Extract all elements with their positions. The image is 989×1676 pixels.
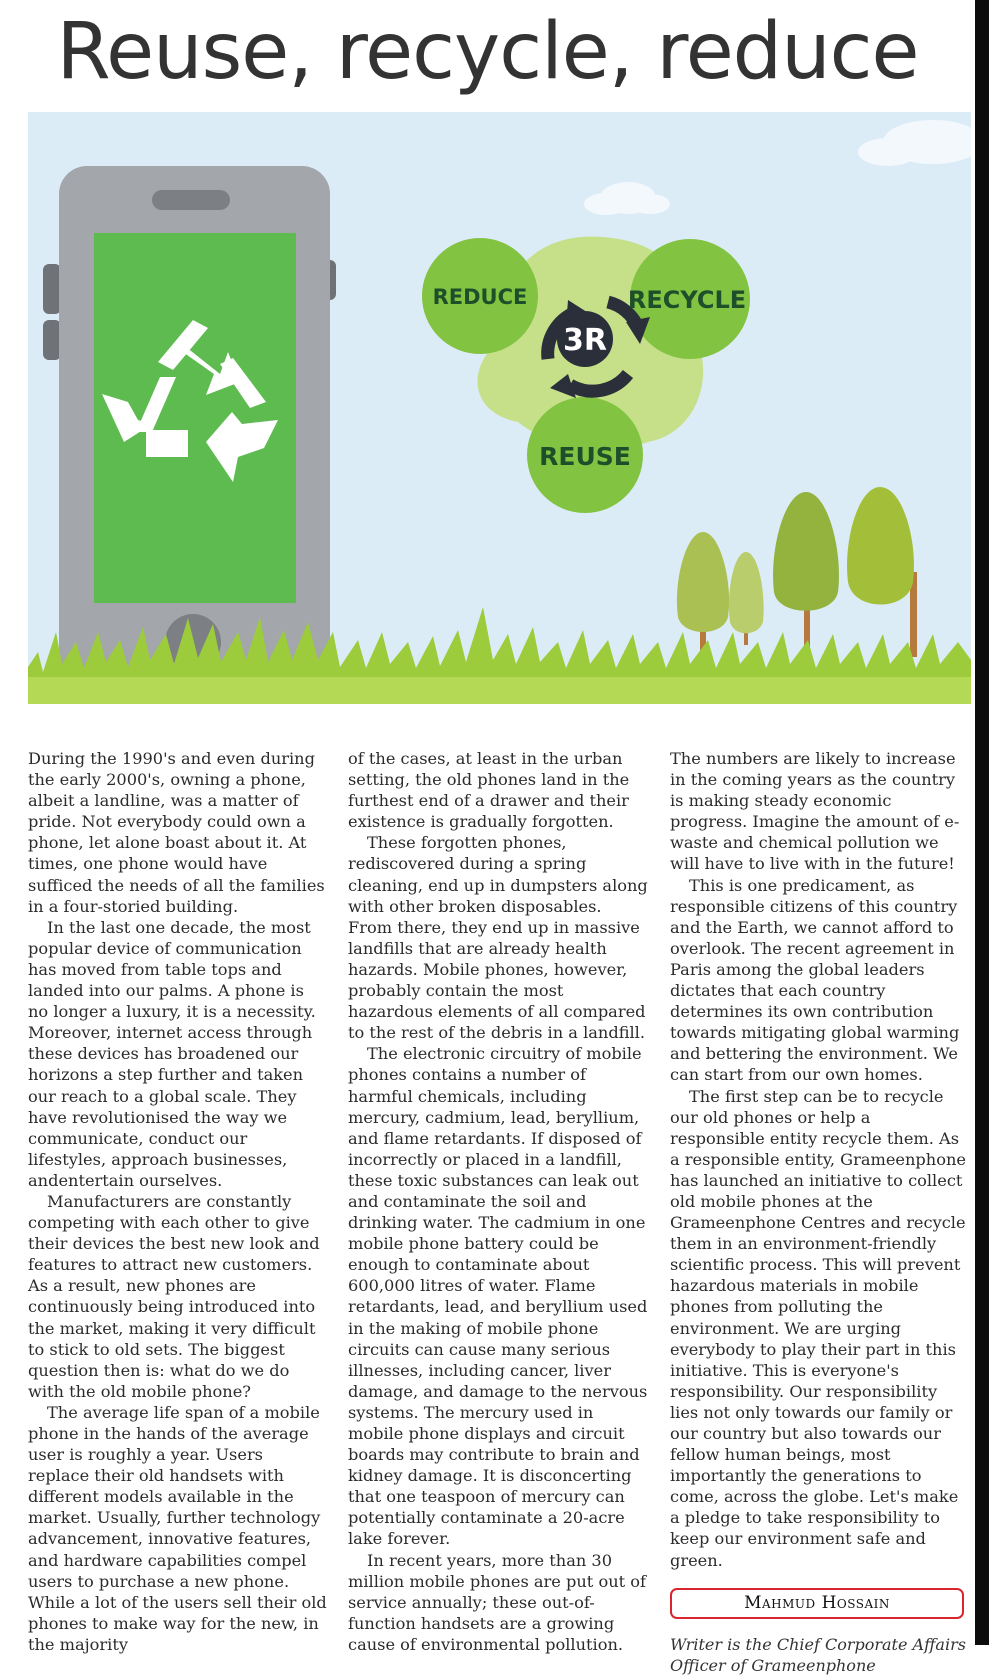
article-headline: Reuse, recycle, reduce bbox=[56, 7, 919, 97]
3r-illustration bbox=[28, 112, 971, 704]
page-edge-bar bbox=[975, 0, 989, 1645]
paragraph: The first step can be to recycle our old phones or help a responsible entity recycle them. As a responsible entity, Grameenphone has launched an initiative to collect old mobile phones at the Grameenphone Centres and recycle them in an environment-friendly scientific process. This will prevent hazardous materials in mobile phones from polluting the environment. We are urging everybody to play their part in this initiative. This is everyone's responsibility. Our responsibility lies not only towards our family or our country but also towards our fellow human beings, most importantly the generations to come, across the globe. Let's make a pledge to take responsibility to keep our environment safe and green. bbox=[670, 1086, 966, 1570]
paragraph: During the 1990's and even during the early 2000's, owning a phone, albeit a landline, was a matter of pride. Not everybody could own a phone, let alone boast about it. At times, one phone would have sufficed the needs of all the families in a four-storied building. bbox=[28, 749, 325, 916]
recycle-label: RECYCLE bbox=[627, 286, 747, 314]
article-column-3 bbox=[670, 748, 970, 1676]
author-byline: Mahmud Hossain bbox=[670, 1588, 964, 1619]
grass-base bbox=[28, 677, 971, 704]
paragraph: In the last one decade, the most popular device of communication has moved from table tops and landed into our palms. A phone is no longer a luxury, it is a necessity. Moreover, internet access through these devices has broadened our horizons a step further and taken our reach to a global scale. They have revolutionised the way we communicate, conduct our lifestyles, approach businesses, andentertain ourselves. bbox=[28, 917, 316, 1190]
article-column-2 bbox=[348, 748, 648, 1655]
article-column-1 bbox=[28, 748, 328, 1655]
paragraph: These forgotten phones, rediscovered during a spring cleaning, end up in dumpsters along with other broken disposables. From there, they end up in massive landfills that are already health hazards. Mobile phones, however, probably contain the most hazardous elements of all compared to the rest of the debris in a landfill. bbox=[348, 833, 648, 1043]
writer-note: Writer is the Chief Corporate Affairs Officer of Grameenphone bbox=[670, 1634, 966, 1675]
paragraph: The electronic circuitry of mobile phones contains a number of harmful chemicals, including mercury, cadmium, lead, beryllium, and flame retardants. If disposed of incorrectly or placed in a landfill, these toxic substances can leak out and contaminate the soil and drinking water. The cadmium in one mobile phone battery could be enough to contaminate about 600,000 litres of water. Flame retardants, lead, and beryllium used in the making of mobile phone circuits can cause many serious illnesses, including cancer, liver damage, and damage to the nervous systems. The mercury used in mobile phone displays and circuit boards may contribute to brain and kidney damage. It is disconcerting that one teaspoon of mercury can potentially contaminate a 20-acre lake forever. bbox=[348, 1044, 648, 1549]
3r-label: 3R bbox=[563, 323, 607, 358]
reduce-label: REDUCE bbox=[432, 285, 528, 309]
paragraph: of the cases, at least in the urban setting, the old phones land in the furthest end of a drawer and their existence is gradually forgotten. bbox=[348, 749, 630, 832]
paragraph: The average life span of a mobile phone in the hands of the average user is roughly a year. Users replace their old handsets with different models available in the market. Usually, further technology advancement, innovative features, and hardware capabilities compel users to purchase a new phone. While a lot of the users sell their old phones to make way for the new, in the majority bbox=[28, 1402, 327, 1654]
reuse-label: REUSE bbox=[539, 442, 631, 471]
paragraph: Manufacturers are constantly competing with each other to give their devices the best new look and features to attract new customers. As a result, new phones are continuously being introduced into the market, making it very difficult to stick to old sets. The biggest question then is: what do we do with the old mobile phone? bbox=[28, 1191, 320, 1401]
paragraph: The numbers are likely to increase in the coming years as the country is making steady economic progress. Imagine the amount of e-waste and chemical pollution we will have to live with in the future! bbox=[670, 749, 960, 874]
paragraph: In recent years, more than 30 million mobile phones are put out of service annually; these out-of-function handsets are a growing cause of environmental pollution. bbox=[348, 1550, 647, 1654]
paragraph: This is one predicament, as responsible citizens of this country and the Earth, we cannot afford to overlook. The recent agreement in Paris among the global leaders dictates that each country determines its own contribution towards mitigating global warming and bettering the environment. We can start from our own homes. bbox=[670, 875, 960, 1085]
phone-illustration bbox=[43, 166, 336, 704]
